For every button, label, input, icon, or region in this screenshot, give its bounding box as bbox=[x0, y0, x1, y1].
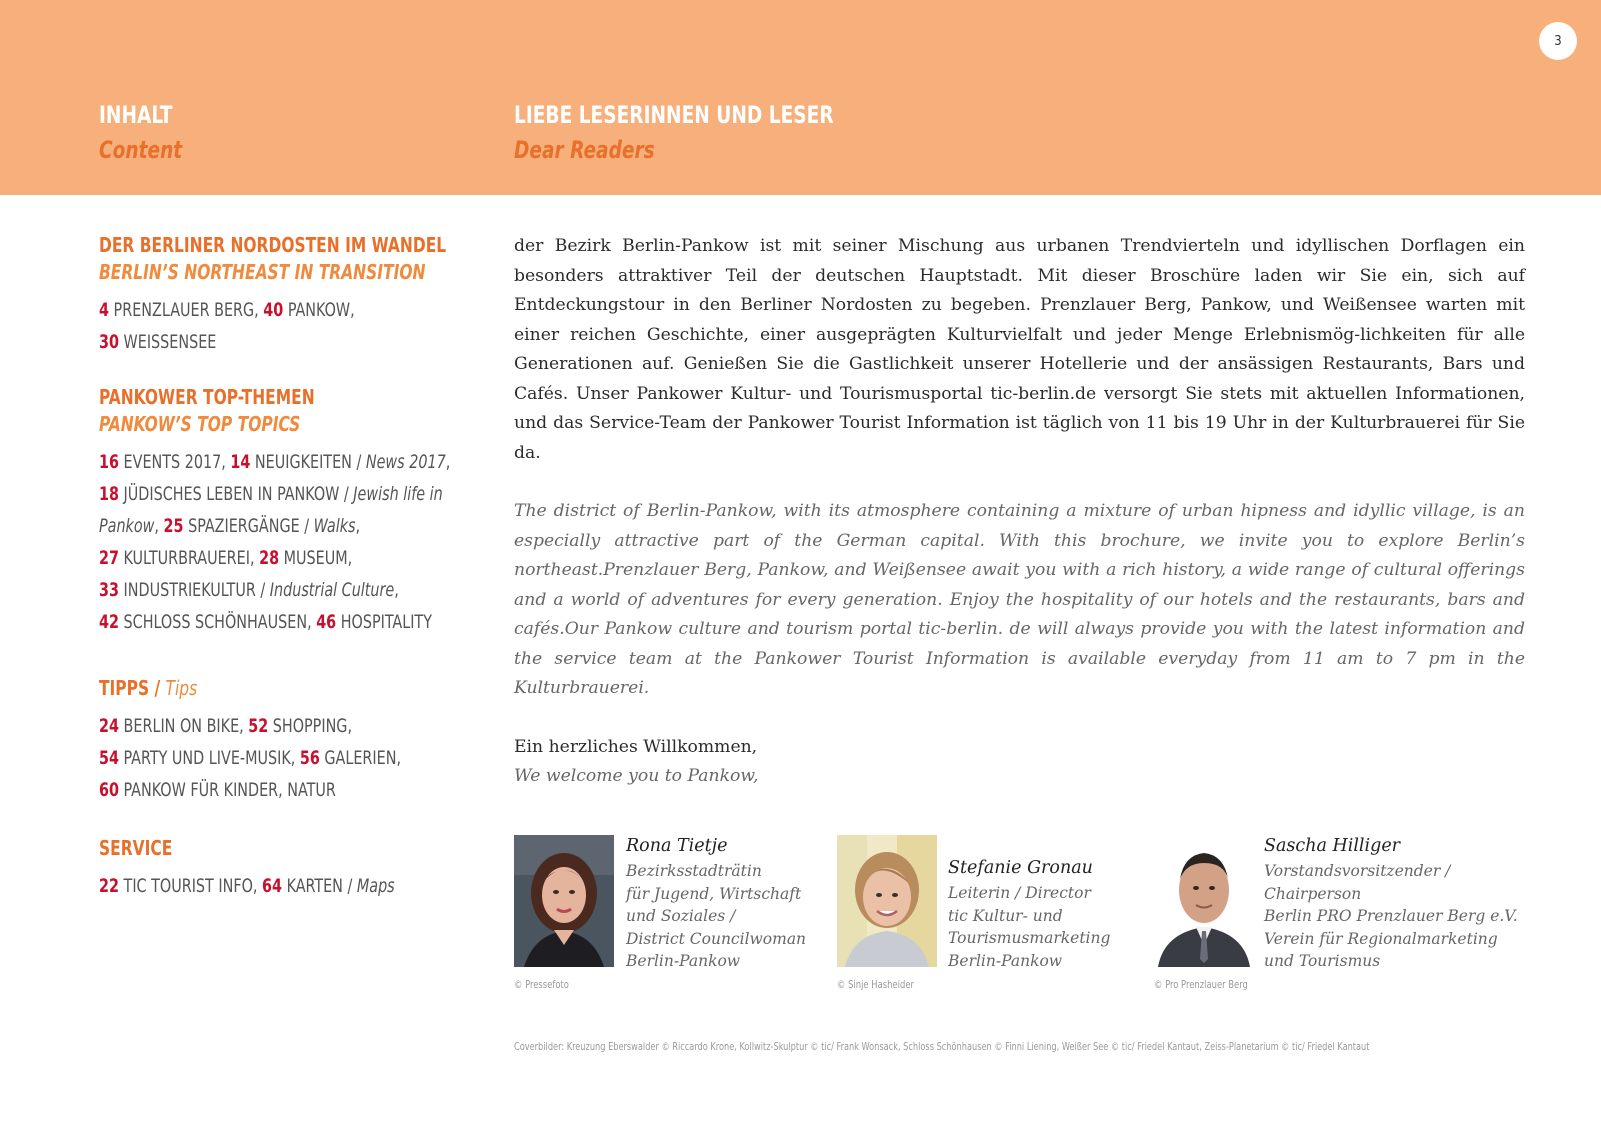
role-line: für Jugend, Wirtschaft bbox=[626, 884, 802, 903]
role-line: District Councilwoman bbox=[626, 929, 807, 948]
entry-label: SCHLOSS SCHÖNHAUSEN, bbox=[118, 611, 317, 633]
entry-label: , bbox=[445, 451, 451, 473]
page-reference: 4 bbox=[99, 299, 110, 321]
person-name: Sascha Hilliger bbox=[1264, 836, 1401, 856]
letter-body-german: der Bezirk Berlin-Pankow ist mit seiner Mischung aus urbanen Trendvierteln und idyllischen Dorflagen ein besonders attraktiver Teil der deutschen Hauptstadt. Mit dieser Broschüre laden wir Sie ein, sich auf Entdeckungstour in den Berliner Nordosten zu begeben. Prenzlauer Berg, Pankow, und Weißensee warten mit einer reichen Geschichte, einer ausgeprägten Kulturvielfalt und jeder Menge Erlebnismög-lichkeiten für alle Generationen auf. Genießen Sie die Gastlichkeit unserer Hotellerie und der ansässigen Restaurants, Bars und Cafés. Unser Pankower Kultur- und Tourismusportal tic-berlin.de versorgt Sie stets mit aktuellen Informationen, und das Service-Team der Pankower Tourist Information ist täglich von 11 bis 19 Uhr in der Kulturbrauerei für Sie da. bbox=[514, 236, 1525, 463]
toc-entry-line bbox=[99, 542, 469, 574]
page-reference: 54 bbox=[99, 747, 119, 769]
entry-label: SHOPPING, bbox=[268, 715, 353, 737]
section-title-text: TIPPS / bbox=[99, 676, 161, 700]
entry-label: HOSPITALITY bbox=[336, 611, 432, 633]
toc-entry-line bbox=[99, 326, 469, 358]
portrait-photo bbox=[837, 835, 937, 967]
role-line: Bezirksstadträtin bbox=[626, 862, 762, 880]
page-reference: 28 bbox=[259, 547, 280, 569]
toc-entry-line bbox=[99, 870, 469, 902]
toc-entry-line bbox=[99, 510, 469, 542]
entry-label: PRENZLAUER BERG, bbox=[109, 299, 264, 321]
page-reference: 40 bbox=[263, 299, 284, 321]
section-entries bbox=[99, 294, 469, 358]
role-line: und Tourismus bbox=[1264, 952, 1381, 971]
toc-subheading: Content bbox=[99, 136, 183, 164]
toc-section bbox=[99, 675, 539, 806]
toc-section bbox=[99, 384, 539, 638]
page-reference: 64 bbox=[262, 875, 283, 897]
english-label: Walks bbox=[313, 515, 356, 537]
entry-label: , bbox=[154, 515, 164, 537]
photo-credit: © Sinje Hasheider bbox=[837, 978, 914, 991]
entry-label: JÜDISCHES LEBEN IN PANKOW / bbox=[118, 483, 354, 505]
section-subtitle: PANKOW’S TOP TOPICS bbox=[99, 412, 301, 436]
person-name: Rona Tietje bbox=[626, 836, 728, 856]
page-reference: 24 bbox=[99, 715, 119, 737]
toc-heading: INHALT bbox=[99, 101, 173, 129]
entry-label: KARTEN / bbox=[282, 875, 357, 897]
entry-label: NEUIGKEITEN / bbox=[250, 451, 366, 473]
toc-entry-line bbox=[99, 478, 469, 510]
page-number-badge: 3 bbox=[1539, 22, 1577, 60]
page-reference: 16 bbox=[99, 451, 119, 473]
page-reference: 30 bbox=[99, 331, 119, 353]
section-title-en: Tips bbox=[165, 676, 198, 700]
role-line: Leiterin / Director bbox=[948, 884, 1091, 902]
role-line: Berlin-Pankow bbox=[626, 952, 741, 971]
greeting-english: We welcome you to Pankow, bbox=[514, 766, 759, 786]
page-reference: 52 bbox=[248, 715, 269, 737]
english-label: News 2017 bbox=[365, 451, 446, 473]
entry-label: INDUSTRIEKULTUR / bbox=[118, 579, 270, 601]
entry-label: EVENTS 2017, bbox=[118, 451, 231, 473]
role-line: Verein für Regionalmarketing bbox=[1264, 929, 1498, 948]
portrait-photo bbox=[1154, 835, 1254, 967]
person-role bbox=[948, 882, 1110, 972]
english-label: Maps bbox=[356, 875, 395, 897]
role-line: Vorstandsvorsitzender / bbox=[1264, 862, 1451, 880]
greeting-german: Ein herzliches Willkommen, bbox=[514, 737, 758, 757]
entry-label: MUSEUM, bbox=[279, 547, 353, 569]
entry-label: TIC TOURIST INFO, bbox=[118, 875, 263, 897]
letter-body-english: The district of Berlin-Pankow, with its atmosphere containing a mixture of urban hipness and idyllic village, is an especially attractive part of the German capital. With this brochure, we invite you to explore Berlin’s northeast.Prenzlauer Berg, Pankow, and Weißensee await you with a rich history, a wide range of cultural offerings and a world of adventures for every generation. Enjoy the hospitality of our hotels and the restaurants, bars and cafés.Our Pankow culture and tourism portal tic-berlin. de will always provide you with the latest information and the service team at the Pankower Tourist Information is available everyday from 11 am to 7 pm in the Kulturbrauerei. bbox=[514, 501, 1525, 698]
toc-entry-line bbox=[99, 606, 469, 638]
section-entries bbox=[99, 446, 469, 638]
entry-label: GALERIEN, bbox=[319, 747, 402, 769]
page-reference: 27 bbox=[99, 547, 119, 569]
toc-entry-line bbox=[99, 294, 469, 326]
role-line: und Soziales / bbox=[626, 907, 736, 926]
section-title: PANKOWER TOP-THEMEN bbox=[99, 385, 315, 409]
toc-entry-line bbox=[99, 742, 469, 774]
page-reference: 18 bbox=[99, 483, 119, 505]
entry-label: BERLIN ON BIKE, bbox=[118, 715, 249, 737]
role-line: tic Kultur- und bbox=[948, 906, 1063, 925]
role-line: Berlin PRO Prenzlauer Berg e.V. bbox=[1264, 907, 1518, 926]
cover-image-credits: Coverbilder: Kreuzung Eberswalder © Riccardo Krone, Kollwitz-Skulptur © tic/ Frank Wonsack, Schloss Schönhausen © Finni Liening, Weißer See © tic/ Friedel Kantaut, Zeiss-Planetarium © tic/ Friedel Kantaut bbox=[514, 1040, 1370, 1053]
entry-label: PANKOW FÜR KINDER, NATUR bbox=[118, 779, 336, 801]
english-label: Pankow bbox=[99, 515, 155, 537]
page-reference: 22 bbox=[99, 875, 119, 897]
page-reference: 25 bbox=[163, 515, 184, 537]
role-line: Chairperson bbox=[1264, 884, 1362, 903]
portrait-photo bbox=[514, 835, 614, 967]
section-entries bbox=[99, 710, 469, 806]
toc-section bbox=[99, 232, 539, 358]
entry-label: PARTY UND LIVE-MUSIK, bbox=[118, 747, 300, 769]
section-title: DER BERLINER NORDOSTEN IM WANDEL bbox=[99, 233, 447, 257]
letter-subheading: Dear Readers bbox=[514, 136, 655, 164]
page-reference: 14 bbox=[230, 451, 251, 473]
person-role bbox=[626, 860, 806, 973]
photo-credit: © Pressefoto bbox=[514, 978, 569, 991]
page-reference: 56 bbox=[299, 747, 320, 769]
entry-label: PANKOW, bbox=[283, 299, 355, 321]
toc-entry-line bbox=[99, 446, 469, 478]
person-role bbox=[1264, 860, 1518, 973]
page-reference: 33 bbox=[99, 579, 119, 601]
photo-credit: © Pro Prenzlauer Berg bbox=[1154, 978, 1248, 991]
role-line: Tourismusmarketing bbox=[948, 929, 1111, 948]
entry-label: KULTURBRAUEREI, bbox=[118, 547, 260, 569]
toc-entry-line bbox=[99, 710, 469, 742]
section-entries bbox=[99, 870, 469, 902]
toc-entry-line bbox=[99, 774, 469, 806]
entry-label: , bbox=[394, 579, 399, 601]
letter-heading: LIEBE LESERINNEN UND LESER bbox=[514, 101, 834, 129]
header-band bbox=[0, 0, 1601, 195]
english-label: Jewish life in bbox=[353, 483, 443, 505]
toc-entry-line bbox=[99, 574, 469, 606]
entry-label: WEISSENSEE bbox=[118, 331, 217, 353]
entry-label: SPAZIERGÄNGE / bbox=[183, 515, 314, 537]
role-line: Berlin-Pankow bbox=[948, 951, 1063, 970]
section-title bbox=[99, 675, 477, 702]
person-name: Stefanie Gronau bbox=[948, 858, 1093, 878]
page-reference: 60 bbox=[99, 779, 119, 801]
page-reference: 42 bbox=[99, 611, 119, 633]
entry-label: , bbox=[355, 515, 361, 537]
toc-section bbox=[99, 835, 539, 902]
section-subtitle: BERLIN’S NORTHEAST IN TRANSITION bbox=[99, 260, 426, 284]
section-title: SERVICE bbox=[99, 836, 173, 860]
english-label: Industrial Culture bbox=[269, 579, 395, 601]
page-reference: 46 bbox=[316, 611, 337, 633]
